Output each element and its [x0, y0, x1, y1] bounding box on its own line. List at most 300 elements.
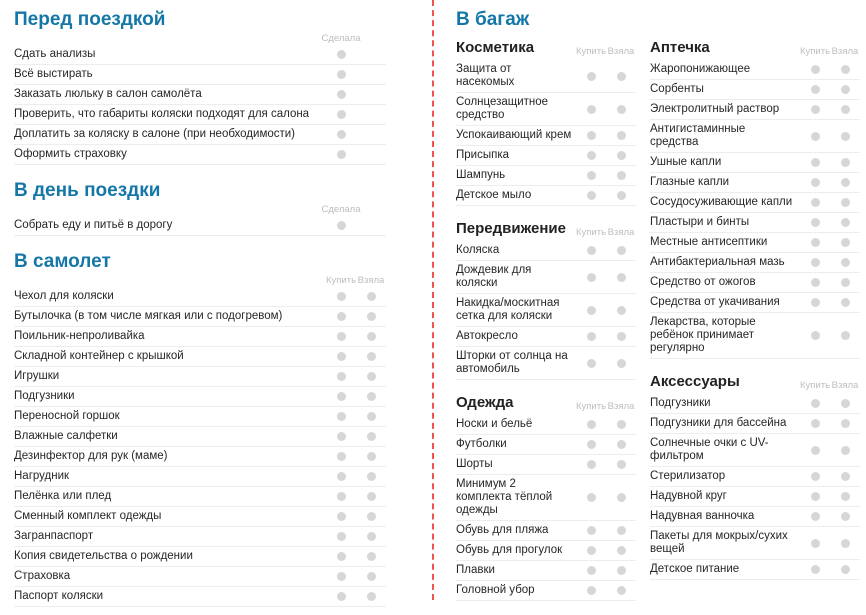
checklist-row [456, 126, 636, 146]
check-cell [830, 446, 860, 455]
item-label: Накидка/москитная сетка для коляски [456, 297, 560, 322]
checklist-row [650, 173, 860, 193]
check-circle[interactable] [617, 332, 626, 341]
check-cell [800, 178, 830, 187]
check-cell [326, 292, 356, 301]
section-title: Одежда [456, 394, 514, 411]
item-label: Поильник-непроливайка [14, 330, 145, 342]
checklist-row [456, 581, 636, 601]
check-cell [800, 539, 830, 548]
checklist-row [14, 145, 386, 165]
check-circle[interactable] [617, 546, 626, 555]
check-cell [830, 158, 860, 167]
check-circle[interactable] [841, 198, 850, 207]
check-cell [800, 399, 830, 408]
item-label: Средства от укачивания [650, 296, 780, 308]
check-cell [326, 432, 356, 441]
check-circle[interactable] [841, 218, 850, 227]
checklist-row [456, 146, 636, 166]
checklist-row [14, 347, 386, 367]
check-cell [800, 158, 830, 167]
item-label: Паспорт коляски [14, 590, 104, 602]
check-cell [830, 419, 860, 428]
check-circle[interactable] [337, 50, 346, 59]
item-label: Солнцезащитное средство [456, 96, 549, 121]
check-circle[interactable] [587, 191, 596, 200]
check-circle[interactable] [617, 151, 626, 160]
item-label: Доплатить за коляску в салоне (при необходимости) [14, 128, 296, 140]
check-cell [576, 546, 606, 555]
check-circle[interactable] [337, 472, 346, 481]
check-circle[interactable] [337, 110, 346, 119]
check-cell [800, 419, 830, 428]
check-circle[interactable] [337, 572, 346, 581]
check-circle[interactable] [367, 392, 376, 401]
check-circle[interactable] [587, 273, 596, 282]
middle-column [456, 39, 636, 615]
item-label: Страховка [14, 570, 71, 582]
check-circle[interactable] [841, 65, 850, 74]
section-title-luggage: В багаж [456, 9, 530, 30]
item-label: Игрушки [14, 370, 60, 382]
check-circle[interactable] [811, 178, 820, 187]
check-circle[interactable] [367, 572, 376, 581]
item-label: Складной контейнер с крышкой [14, 350, 184, 362]
check-circle[interactable] [337, 130, 346, 139]
checklist-row [456, 541, 636, 561]
check-circle[interactable] [587, 72, 596, 81]
item-label: Успокаивающий крем [456, 129, 572, 141]
check-circle[interactable] [617, 273, 626, 282]
check-circle[interactable] [367, 492, 376, 501]
check-circle[interactable] [617, 440, 626, 449]
check-cell [326, 352, 356, 361]
check-cell [576, 171, 606, 180]
check-circle[interactable] [841, 399, 850, 408]
checklist-row [456, 93, 636, 126]
check-circle[interactable] [617, 586, 626, 595]
checklist-row [14, 587, 386, 607]
check-cell [576, 151, 606, 160]
check-circle[interactable] [587, 246, 596, 255]
check-cell [356, 492, 386, 501]
section-header [14, 179, 386, 202]
check-cell [356, 292, 386, 301]
checklist-row [650, 394, 860, 414]
check-cell [830, 132, 860, 141]
check-circle[interactable] [587, 171, 596, 180]
item-label: Носки и бельё [456, 418, 533, 430]
item-label: Бутылочка (в том числе мягкая или с подогревом) [14, 310, 283, 322]
check-cell [326, 532, 356, 541]
check-cell [356, 372, 386, 381]
section-header [14, 250, 386, 273]
check-circle[interactable] [337, 512, 346, 521]
item-label: Переносной горшок [14, 410, 120, 422]
section-title: Передвижение [456, 220, 566, 237]
check-circle[interactable] [841, 85, 850, 94]
check-circle[interactable] [367, 372, 376, 381]
check-circle[interactable] [841, 419, 850, 428]
check-circle[interactable] [367, 412, 376, 421]
item-label: Влажные салфетки [14, 430, 118, 442]
check-cell [606, 72, 636, 81]
check-circle[interactable] [367, 452, 376, 461]
check-circle[interactable] [811, 105, 820, 114]
check-circle[interactable] [587, 105, 596, 114]
checklist-row [456, 327, 636, 347]
checklist-row [456, 435, 636, 455]
check-cell [800, 492, 830, 501]
check-cell [606, 332, 636, 341]
check-cell [576, 359, 606, 368]
item-label: Сосудосуживающие капли [650, 196, 793, 208]
check-cell [830, 178, 860, 187]
check-cell [576, 420, 606, 429]
check-circle[interactable] [841, 105, 850, 114]
column-header-label: Взяла [607, 46, 635, 57]
item-label: Шорты [456, 458, 493, 470]
spacer-cell [356, 204, 386, 215]
check-cell [800, 472, 830, 481]
check-circle[interactable] [337, 452, 346, 461]
check-cell [576, 72, 606, 81]
check-circle[interactable] [841, 298, 850, 307]
check-cell [576, 246, 606, 255]
check-circle[interactable] [841, 132, 850, 141]
check-circle[interactable] [587, 151, 596, 160]
check-circle[interactable] [617, 72, 626, 81]
check-circle[interactable] [587, 493, 596, 502]
check-cell [830, 238, 860, 247]
item-label: Сменный комплект одежды [14, 510, 162, 522]
check-circle[interactable] [841, 472, 850, 481]
check-circle[interactable] [811, 238, 820, 247]
check-circle[interactable] [811, 278, 820, 287]
check-circle[interactable] [811, 218, 820, 227]
item-label: Плавки [456, 564, 495, 576]
section-header [14, 8, 386, 31]
checklist-section [14, 250, 386, 607]
check-circle[interactable] [367, 352, 376, 361]
check-circle[interactable] [587, 420, 596, 429]
item-label: Собрать еду и питьё в дорогу [14, 219, 173, 231]
checklist-section [14, 8, 386, 165]
check-circle[interactable] [841, 512, 850, 521]
section-title: Косметика [456, 39, 535, 56]
item-label: Лекарства, которые ребёнок принимает регулярно [650, 316, 756, 354]
item-label: Автокресло [456, 330, 518, 342]
check-circle[interactable] [337, 392, 346, 401]
check-cell [830, 539, 860, 548]
check-circle[interactable] [337, 90, 346, 99]
check-cell [356, 352, 386, 361]
column-header-label: Купить [799, 380, 831, 391]
check-circle[interactable] [367, 532, 376, 541]
checklist-row [14, 467, 386, 487]
check-cell [800, 298, 830, 307]
check-circle[interactable] [337, 432, 346, 441]
checklist-row [650, 414, 860, 434]
check-circle[interactable] [811, 512, 820, 521]
check-circle[interactable] [841, 278, 850, 287]
right-column [650, 39, 860, 615]
check-circle[interactable] [811, 298, 820, 307]
check-cell [326, 221, 356, 230]
check-cell [830, 258, 860, 267]
check-circle[interactable] [587, 546, 596, 555]
check-circle[interactable] [337, 150, 346, 159]
checklist-row [650, 507, 860, 527]
check-circle[interactable] [587, 460, 596, 469]
check-circle[interactable] [617, 191, 626, 200]
check-cell [606, 131, 636, 140]
check-cell [606, 526, 636, 535]
item-label: Глазные капли [650, 176, 730, 188]
check-cell [830, 278, 860, 287]
check-cell [326, 492, 356, 501]
check-circle[interactable] [841, 178, 850, 187]
checklist-row [14, 367, 386, 387]
column-header-label: Взяла [831, 380, 859, 391]
check-cell [830, 492, 860, 501]
check-cell [576, 131, 606, 140]
item-label: Шампунь [456, 169, 506, 181]
checklist-row [650, 560, 860, 580]
check-cell [800, 258, 830, 267]
item-label: Футболки [456, 438, 507, 450]
check-circle[interactable] [617, 105, 626, 114]
item-label: Дезинфектор для рук (маме) [14, 450, 168, 462]
column-header-label: Взяла [357, 275, 385, 286]
checklist-row [14, 216, 386, 236]
item-label: Стерилизатор [650, 470, 726, 482]
column-headers [14, 204, 386, 215]
checklist-section [650, 373, 860, 580]
check-cell [576, 306, 606, 315]
checklist-row [14, 65, 386, 85]
column-header-label: Купить [575, 227, 607, 238]
check-circle[interactable] [811, 132, 820, 141]
check-circle[interactable] [367, 512, 376, 521]
check-circle[interactable] [617, 246, 626, 255]
check-circle[interactable] [587, 332, 596, 341]
check-circle[interactable] [617, 493, 626, 502]
check-circle[interactable] [841, 446, 850, 455]
check-circle[interactable] [617, 526, 626, 535]
check-circle[interactable] [811, 65, 820, 74]
check-circle[interactable] [841, 158, 850, 167]
check-circle[interactable] [337, 492, 346, 501]
check-circle[interactable] [811, 258, 820, 267]
section-header [456, 220, 636, 238]
check-circle[interactable] [367, 472, 376, 481]
item-label: Всё выстирать [14, 68, 93, 80]
check-circle[interactable] [587, 586, 596, 595]
check-circle[interactable] [337, 552, 346, 561]
checklist-row [650, 527, 860, 560]
check-circle[interactable] [587, 306, 596, 315]
checklist-row [456, 241, 636, 261]
check-cell [830, 105, 860, 114]
check-circle[interactable] [337, 70, 346, 79]
check-circle[interactable] [811, 399, 820, 408]
check-cell [326, 452, 356, 461]
check-cell [356, 472, 386, 481]
check-cell [830, 331, 860, 340]
checklist-section [456, 39, 636, 206]
check-circle[interactable] [587, 359, 596, 368]
checklist-row [14, 447, 386, 467]
check-cell [326, 472, 356, 481]
check-cell [800, 446, 830, 455]
check-circle[interactable] [841, 565, 850, 574]
check-circle[interactable] [337, 292, 346, 301]
check-circle[interactable] [337, 332, 346, 341]
item-label: Электролитный раствор [650, 103, 780, 115]
check-circle[interactable] [811, 472, 820, 481]
check-cell [326, 392, 356, 401]
check-circle[interactable] [811, 198, 820, 207]
check-cell [356, 532, 386, 541]
check-circle[interactable] [811, 492, 820, 501]
check-circle[interactable] [811, 85, 820, 94]
check-cell [356, 592, 386, 601]
check-circle[interactable] [337, 221, 346, 230]
check-circle[interactable] [337, 412, 346, 421]
check-circle[interactable] [337, 352, 346, 361]
check-circle[interactable] [811, 331, 820, 340]
check-cell [800, 565, 830, 574]
checklist-row [456, 60, 636, 93]
item-label: Ушные капли [650, 156, 722, 168]
item-label: Антибактериальная мазь [650, 256, 785, 268]
check-circle[interactable] [617, 359, 626, 368]
check-cell [326, 90, 356, 99]
checklist-row [650, 467, 860, 487]
check-circle[interactable] [367, 432, 376, 441]
checklist-row [456, 294, 636, 327]
checklist-row [14, 45, 386, 65]
check-circle[interactable] [337, 372, 346, 381]
check-circle[interactable] [811, 158, 820, 167]
check-cell [830, 399, 860, 408]
item-label: Пакеты для мокрых/сухих вещей [650, 530, 788, 555]
check-circle[interactable] [617, 131, 626, 140]
check-circle[interactable] [617, 566, 626, 575]
column-header-label: Взяла [607, 227, 635, 238]
check-cell [606, 566, 636, 575]
check-circle[interactable] [617, 420, 626, 429]
check-cell [800, 278, 830, 287]
checklist-row [14, 527, 386, 547]
item-label: Минимум 2 комплекта тёплой одежды [456, 478, 553, 516]
check-cell [606, 546, 636, 555]
check-cell [356, 512, 386, 521]
checklist-row [650, 120, 860, 153]
check-circle[interactable] [617, 171, 626, 180]
item-label: Обувь для прогулок [456, 544, 563, 556]
item-label: Детское питание [650, 563, 740, 575]
check-circle[interactable] [367, 332, 376, 341]
item-label: Загранпаспорт [14, 530, 94, 542]
check-circle[interactable] [617, 460, 626, 469]
checklist-row [456, 521, 636, 541]
checklist-row [14, 387, 386, 407]
check-cell [326, 312, 356, 321]
check-circle[interactable] [337, 532, 346, 541]
checklist-row [650, 233, 860, 253]
checklist-row [14, 487, 386, 507]
item-label: Заказать люльку в салон самолёта [14, 88, 202, 100]
check-cell [326, 592, 356, 601]
check-circle[interactable] [841, 539, 850, 548]
check-cell [326, 512, 356, 521]
section-title: В самолет [14, 251, 111, 272]
check-cell [606, 105, 636, 114]
check-circle[interactable] [617, 306, 626, 315]
luggage-columns [456, 39, 860, 615]
check-cell [326, 130, 356, 139]
check-cell [326, 50, 356, 59]
check-cell [606, 306, 636, 315]
check-cell [326, 150, 356, 159]
check-cell [576, 273, 606, 282]
check-circle[interactable] [587, 440, 596, 449]
item-label: Подгузники для бассейна [650, 417, 787, 429]
check-circle[interactable] [841, 492, 850, 501]
check-cell [606, 460, 636, 469]
item-label: Копия свидетельства о рождении [14, 550, 193, 562]
check-circle[interactable] [367, 552, 376, 561]
column-header-label: Купить [325, 275, 357, 286]
check-cell [356, 332, 386, 341]
checklist-row [456, 415, 636, 435]
check-cell [606, 171, 636, 180]
item-label: Надувная ванночка [650, 510, 755, 522]
check-cell [576, 332, 606, 341]
checklist-row [456, 347, 636, 380]
check-circle[interactable] [841, 238, 850, 247]
section-title: Аксессуары [650, 373, 740, 390]
check-circle[interactable] [811, 419, 820, 428]
check-circle[interactable] [811, 446, 820, 455]
check-circle[interactable] [841, 258, 850, 267]
check-circle[interactable] [367, 292, 376, 301]
luggage-area [434, 8, 866, 596]
column-header-label: Сделала [321, 33, 361, 44]
check-circle[interactable] [587, 526, 596, 535]
check-circle[interactable] [587, 566, 596, 575]
check-cell [830, 198, 860, 207]
item-label: Антигистаминные средства [650, 123, 746, 148]
check-cell [326, 332, 356, 341]
check-cell [800, 198, 830, 207]
check-circle[interactable] [337, 592, 346, 601]
check-circle[interactable] [841, 331, 850, 340]
check-circle[interactable] [367, 312, 376, 321]
check-circle[interactable] [811, 565, 820, 574]
check-circle[interactable] [811, 539, 820, 548]
check-circle[interactable] [367, 592, 376, 601]
check-circle[interactable] [587, 131, 596, 140]
checklist-row [14, 85, 386, 105]
checklist-row [650, 313, 860, 359]
item-label: Защита от насекомых [456, 63, 515, 88]
checklist-row [14, 105, 386, 125]
item-label: Шторки от солнца на автомобиль [456, 350, 568, 375]
check-circle[interactable] [337, 312, 346, 321]
